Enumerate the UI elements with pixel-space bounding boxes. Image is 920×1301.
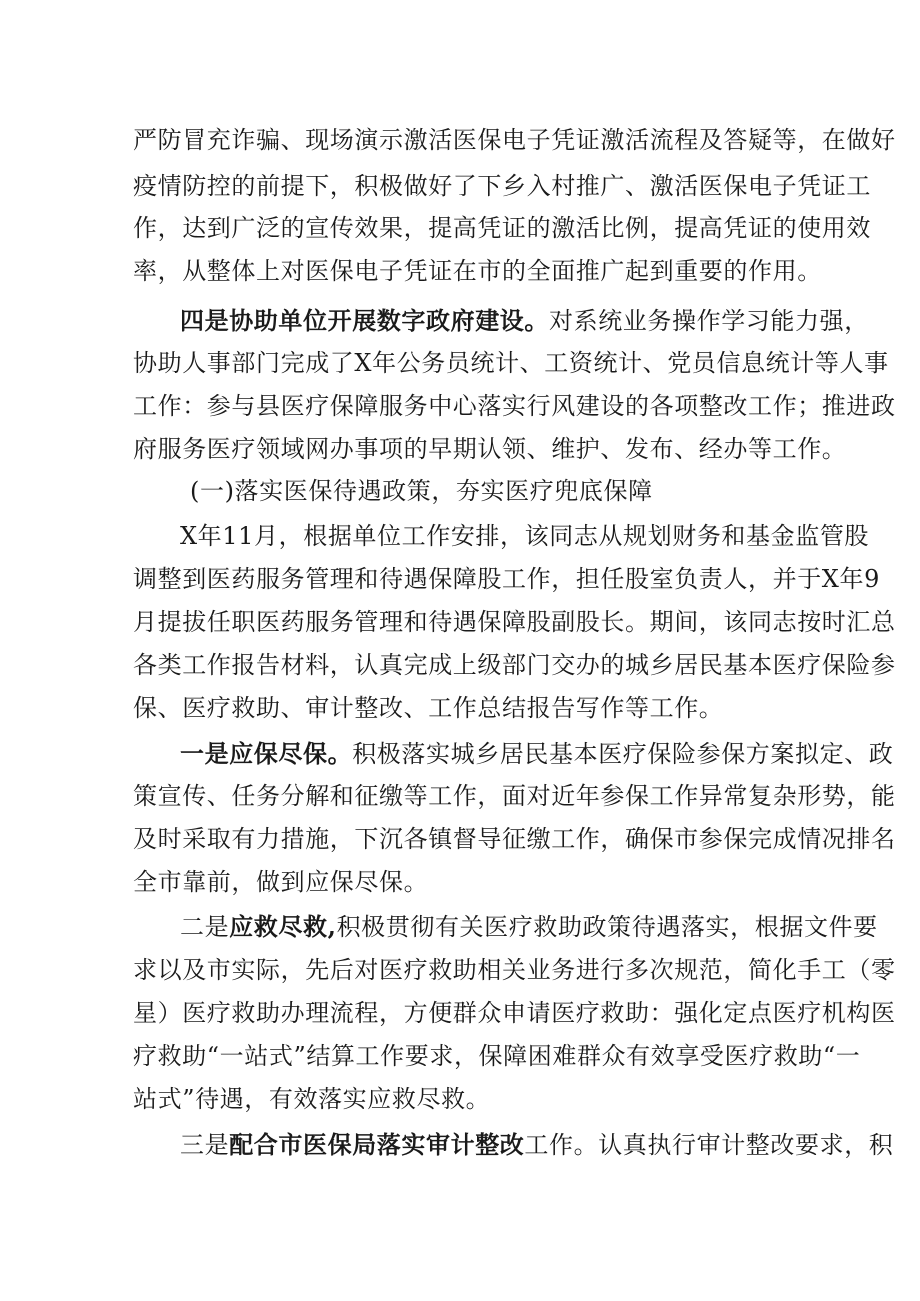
text-line [180, 520, 869, 552]
text-line [133, 954, 896, 986]
text-run: 保、医疗救助、审计整改、工作总结报告写作等工作。 [133, 694, 724, 722]
text-run: 疗救助“一站式”结算工作要求，保障困难群众有效享受医疗救助“一 [133, 1042, 861, 1070]
text-line [133, 170, 871, 202]
bold-text-run: 四是协助单位开展数字政府建设。 [180, 306, 549, 335]
text-run: 协助人事部门完成了X年公务员统计、工资统计、党员信息统计等人事 [133, 349, 889, 377]
text-line [133, 606, 896, 638]
text-run: 站式”待遇，有效落实应救尽救。 [133, 1085, 491, 1113]
text-run: 求以及市实际，先后对医疗救助相关业务进行多次规范，简化手工（零 [133, 956, 896, 984]
text-run: 各类工作报告材料，认真完成上级部门交办的城乡居民基本医疗保险参 [133, 651, 896, 679]
text-line [180, 1129, 893, 1161]
text-line [133, 563, 880, 595]
text-line [133, 433, 846, 465]
text-run: 及时采取有力措施，下沉各镇督导征缴工作，确保市参保完成情况排名 [133, 825, 896, 853]
text-line [133, 780, 896, 812]
text-line [133, 347, 889, 379]
bold-text-run: 应救尽救, [229, 912, 337, 941]
text-line [180, 911, 878, 943]
text-run: 策宣传、任务分解和征缴等工作，面对近年参保工作异常复杂形势，能 [133, 782, 896, 810]
bold-text-run: 一是应保尽保。 [180, 739, 353, 768]
text-line [133, 124, 896, 156]
text-line [180, 305, 869, 337]
text-line [133, 997, 896, 1029]
text-run: 严防冒充诈骗、现场演示激活医保电子凭证激活流程及答疑等，在做好 [133, 126, 896, 154]
text-line [133, 866, 428, 898]
text-run: 调整到医药服务管理和待遇保障股工作，担任股室负责人，并于X年9 [133, 565, 880, 593]
text-run: (一)落实医保待遇政策，夯实医疗兜底保障 [190, 477, 653, 505]
text-run: 对系统业务操作学习能力强， [549, 307, 869, 335]
text-line [180, 738, 893, 770]
text-run: 积极贯彻有关医疗救助政策待遇落实，根据文件要 [336, 913, 878, 941]
text-line [133, 1083, 490, 1115]
text-run: 工作：参与县医疗保障服务中心落实行风建设的各项整改工作；推进政 [133, 392, 896, 420]
text-run: 月提拔任职医药服务管理和待遇保障股副股长。期间，该同志按时汇总 [133, 608, 896, 636]
text-line [133, 212, 871, 244]
text-line [133, 255, 822, 287]
text-run: 积极落实城乡居民基本医疗保险参保方案拟定、政 [352, 740, 894, 768]
text-line [133, 823, 896, 855]
text-run: 星）医疗救助办理流程，方便群众申请医疗救助：强化定点医疗机构医 [133, 999, 896, 1027]
text-line [133, 1040, 860, 1072]
text-line [133, 692, 723, 724]
text-line [133, 390, 896, 422]
text-run: 率，从整体上对医保电子凭证在市的全面推广起到重要的作用。 [133, 257, 822, 285]
text-run: 全市靠前，做到应保尽保。 [133, 868, 429, 896]
text-run: 工作。认真执行审计整改要求，积 [524, 1131, 894, 1159]
text-run: X年11月，根据单位工作安排，该同志从规划财务和基金监管股 [180, 522, 870, 550]
text-line [133, 649, 896, 681]
text-run: 府服务医疗领域网办事项的早期认领、维护、发布、经办等工作。 [133, 435, 847, 463]
text-run: 二是 [180, 913, 230, 941]
text-line [190, 475, 653, 507]
text-run: 疫情防控的前提下，积极做好了下乡入村推广、激活医保电子凭证工 [133, 172, 871, 200]
bold-text-run: 配合市医保局落实审计整改 [229, 1130, 525, 1159]
text-run: 作，达到广泛的宣传效果，提高凭证的激活比例，提高凭证的使用效 [133, 214, 871, 242]
text-run: 三是 [180, 1131, 230, 1159]
